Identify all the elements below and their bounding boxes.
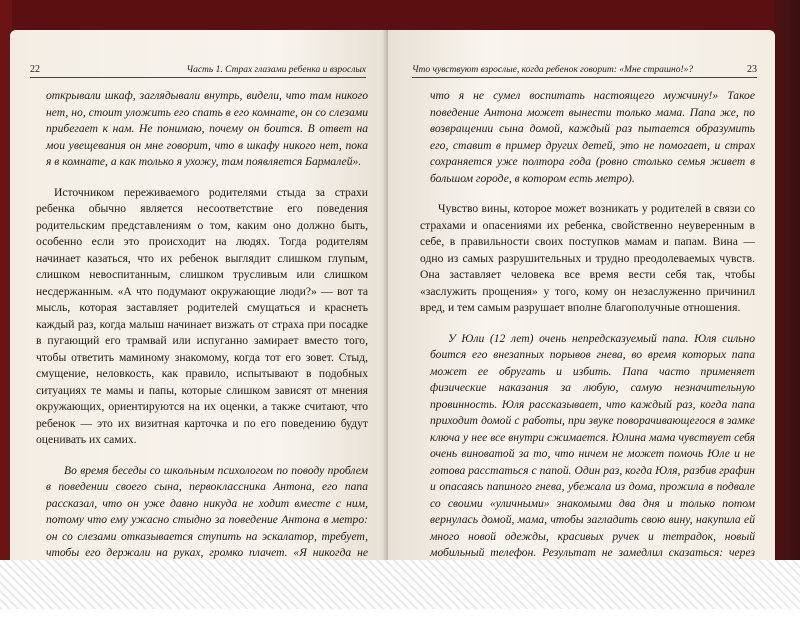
left-page — [10, 30, 392, 575]
paragraph: открывали шкаф, заглядывали внутрь, видели, что там никого нет, но, стоит уложить его спать в его комнате, он со слезами прибегает к нам. Не понимаю, почему он боится. В ответ на мои увещевания он мне говорит, что в шкафу никого нет, пока я в комнате, а как только я ухожу, там появляется Бармалей». — [46, 89, 368, 168]
left-page-body — [36, 88, 368, 625]
left-running-title: Часть 1. Страх глазами ребенка и взрослых — [186, 65, 366, 75]
left-page-number: 22 — [30, 64, 40, 75]
paragraph: У Юли (12 лет) очень непредсказуемый папа. Юля сильно боится его внезапных порывов гнева, во время которых папа может ее обругать и избить. Папа часто применяет физические наказания за любую, самую незначительную провинность. Юля рассказывает, что каждый раз, когда папа приходит домой с работы, при звуке поворачивающегося в замке ключа у нее все внутри сжимается. Юлина мама чувствует себя очень виноватой за то, что ничем не может помочь Юле и не готова расстаться с папой. Один раз, когда Юля, разбив графин и опасаясь папиного гнева, убежала из дома, прожила в подвале со своими «уличными» знакомыми два дня и только потом вернулась домой, мама, чтобы загладить свою вину, накупила ей много новой одежды, красивых ручек и тетрадок, новый мобильный телефон. Результат не замедлил сказаться: через — [430, 331, 755, 559]
right-page-body — [420, 88, 755, 609]
left-page-header — [30, 64, 366, 78]
right-page-number: 23 — [747, 64, 757, 75]
paragraph: Во время беседы со школьным психологом по поводу проблем в поведении своего сына, первоклассника Антона, его папа рассказал, что он уже давно никуда не ходит вместе с ним, потому что ему ужасно стыдно за поведение Антона в метро: он со слезами отказывается ступить на эскалатор, требует, чтобы его держали на руках, громко плачет. «Я никогда не — [46, 463, 368, 559]
book-cover-right-edge — [774, 0, 800, 609]
paragraph: что я не сумел воспитать настоящего мужчину!» Такое поведение Антона может вынести только мама. Папа же, по возвращении сына домой, каждый раз пытается образумить его, ставит в пример других детей, это не помогает, и страх сохраняется уже полтора года (ровно столько семья живет в большом городе, в котором есть метро). — [430, 89, 755, 185]
paragraph: Чувство вины, которое может возникать у родителей в связи со страхами и опасениями их ребенка, свойственно неуверенным в себе, в правильности своих поступков мамам и папам. Вина — одно из самых разрушительных и трудно преодолеваемых чувств. Она заставляет человека все время вести себя так, чтобы «заслужить прощения» у того, кому он незаслуженно причинил вред, и тем самым разрушает вполне благополучные отношения. — [420, 202, 755, 314]
right-page — [388, 30, 775, 575]
right-page-header — [412, 64, 757, 78]
right-running-title: Что чувствуют взрослые, когда ребенок говорит: «Мне страшно!»? — [412, 65, 694, 75]
scan-bottom-margin — [0, 560, 800, 609]
paragraph: Источником переживаемого родителями стыда за страхи ребенка обычно является несоответствие его поведения родительским представлениям о том, каким оно должно быть, особенно если это происходит на людях. Тогда родителям начинает казаться, что их ребенок выглядит слишком глупым, слишком невоспитанным, слишком трусливым или слишком несдержанным. «А что подумают окружающие люди?» — вот та мысль, которая заставляет родителей смущаться и краснеть каждый раз, когда малыш начинает визжать от страха при посадке в пугающий его трамвай или испуганно замирает вместо того, чтобы ответить маминому знакомому, когда тот его зовет. Стыд, смущение, неловкость, как правило, испытывают в подобных ситуациях те мамы и папы, которые слишком зависят от мнения окружающих, ориентируются на их оценки, а также считают, что ребенок — это их визитная карточка и по его поведению будут оценивать их самих. — [36, 185, 368, 446]
